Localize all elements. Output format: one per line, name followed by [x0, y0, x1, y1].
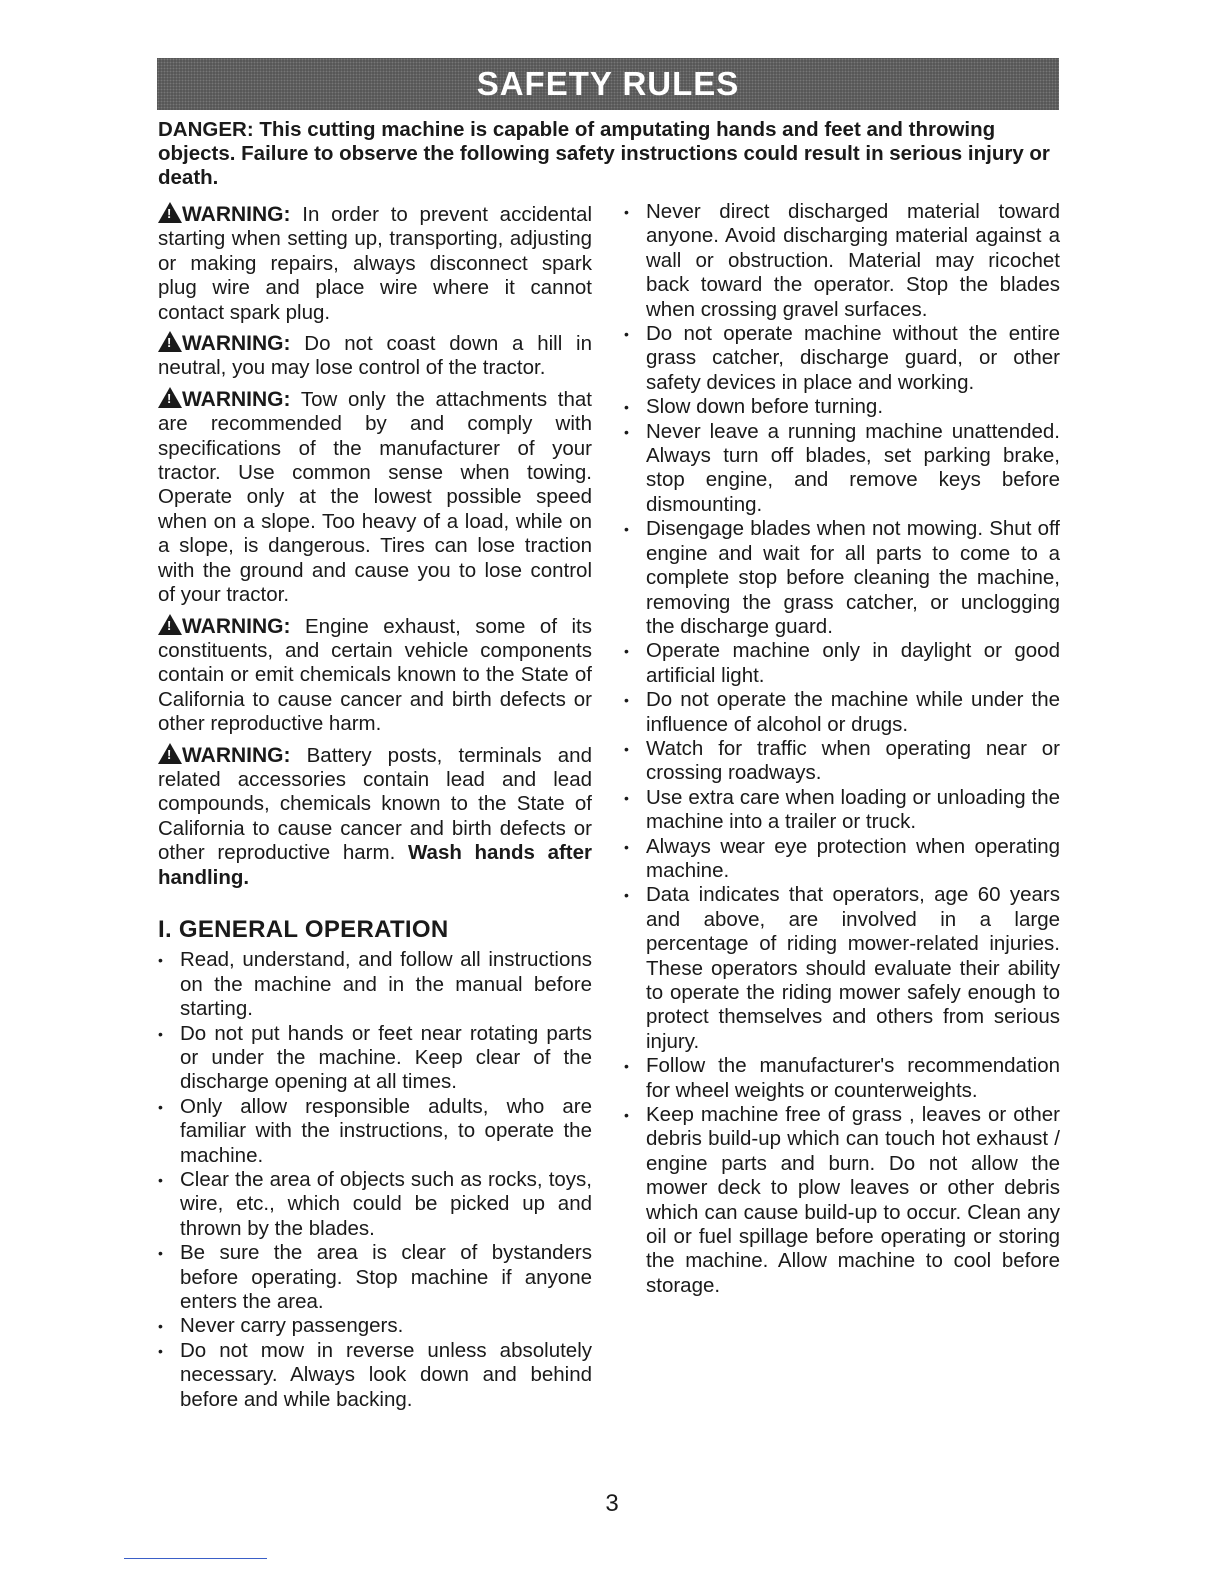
list-item: • Never direct discharged material toward anyone. Avoid discharging material against a wall or obstruction. Material may ricochet back toward the operator. Stop the blades when crossing gravel surfaces.	[624, 200, 1060, 322]
list-item: • Use extra care when loading or unloading the machine into a trailer or truck.	[624, 786, 1060, 835]
list-item: • Be sure the area is clear of bystanders before operating. Stop machine if anyone enters the area.	[158, 1241, 592, 1314]
warning-label: WARNING:	[182, 387, 291, 411]
title-banner	[157, 58, 1059, 110]
warning-triangle-icon	[158, 743, 182, 764]
warning-triangle-icon	[158, 202, 182, 223]
warning-label: WARNING:	[182, 332, 291, 356]
right-bullet-list	[624, 200, 1060, 1298]
list-item: • Only allow responsible adults, who are familiar with the instructions, to operate the machine.	[158, 1095, 592, 1168]
list-item: • Never carry passengers.	[158, 1314, 592, 1338]
warning-label: WARNING:	[182, 743, 291, 767]
list-item: • Follow the manufacturer's recommendation for wheel weights or counterweights.	[624, 1054, 1060, 1103]
warning-triangle-icon	[158, 614, 182, 635]
page-number: 3	[605, 1490, 619, 1517]
right-column	[624, 200, 1060, 1298]
list-item: • Never leave a running machine unattended. Always turn off blades, set parking brake, stop engine, and remove keys before dismounting.	[624, 420, 1060, 518]
list-item: • Do not mow in reverse unless absolutely necessary. Always look down and behind before and while backing.	[158, 1339, 592, 1412]
footer-divider	[124, 1558, 267, 1559]
warning-text: Tow only the attachments that are recommended by and comply with specifications of the manufacturer of your tractor. Use common sense when towing. Operate only at the lowest possible speed when on a slope. Too heavy of a load, while on a slope, is dangerous. Tires can lose traction with the ground and cause you to lose control of your tractor.	[158, 387, 592, 607]
page-title: SAFETY RULES	[476, 65, 740, 102]
warning-text: Battery posts, terminals and related accessories contain lead and lead compounds, chemicals known to the State of California to cause cancer and birth defects or other reproductive harm.	[158, 743, 592, 865]
warning-paragraph	[158, 329, 592, 381]
list-item: • Keep machine free of grass , leaves or other debris build-up which can touch hot exhaust / engine parts and burn. Do not allow the mower deck to plow leaves or other debris which can cause build-up to occur. Clean any oil or fuel spillage before operating or storing the machine. Allow machine to cool before storage.	[624, 1103, 1060, 1298]
list-item: • Clear the area of objects such as rocks, toys, wire, etc., which could be picked up and thrown by the blades.	[158, 1168, 592, 1241]
warning-text: In order to prevent accidental starting when setting up, transporting, adjusting or making repairs, always disconnect spark plug wire and place wire where it cannot contact spark plug.	[158, 203, 592, 324]
wash-hands-note: Wash hands after handling.	[158, 841, 593, 889]
list-item: • Operate machine only in daylight or good artificial light.	[624, 639, 1060, 688]
warning-paragraph	[158, 385, 592, 608]
left-bullet-list	[158, 948, 592, 1412]
list-item: • Slow down before turning.	[624, 395, 1060, 419]
warning-label: WARNING:	[182, 614, 291, 638]
list-item: • Read, understand, and follow all instructions on the machine and in the manual before starting.	[158, 948, 592, 1021]
warning-label: WARNING:	[182, 203, 291, 226]
warning-text: Do not coast down a hill in neutral, you may lose control of the tractor.	[158, 332, 592, 380]
list-item: • Watch for traffic when operating near or crossing roadways.	[624, 737, 1060, 786]
list-item: • Disengage blades when not mowing. Shut off engine and wait for all parts to come to a complete stop before cleaning the machine, removing the grass catcher, or unclogging the discharge guard.	[624, 517, 1060, 639]
list-item: • Do not operate the machine while under the influence of alcohol or drugs.	[624, 688, 1060, 737]
warning-text: Engine exhaust, some of its constituents, and certain vehicle components contain or emit chemicals known to the State of California to cause cancer and birth defects or other reproductive harm.	[158, 614, 592, 736]
warning-triangle-icon	[158, 387, 182, 408]
list-item: • Do not operate machine without the entire grass catcher, discharge guard, or other safety devices in place and working.	[624, 322, 1060, 395]
list-item: • Always wear eye protection when operating machine.	[624, 835, 1060, 884]
list-item: • Data indicates that operators, age 60 years and above, are involved in a large percentage of riding mower-related injuries. These operators should evaluate their ability to operate the riding mower safely enough to protect themselves and others from serious injury.	[624, 883, 1060, 1054]
section-heading: I. GENERAL OPERATION	[158, 915, 449, 943]
warning-paragraph	[158, 741, 592, 890]
danger-notice: DANGER: This cutting machine is capable of amputating hands and feet and throwing objects. Failure to observe the following safety instructions could result in serious injury or death.	[158, 118, 1050, 189]
warning-triangle-icon	[158, 331, 182, 352]
left-column	[158, 200, 592, 1412]
warning-paragraph	[158, 612, 592, 737]
warning-paragraph	[158, 200, 592, 325]
list-item: • Do not put hands or feet near rotating parts or under the machine. Keep clear of the discharge opening at all times.	[158, 1022, 592, 1095]
